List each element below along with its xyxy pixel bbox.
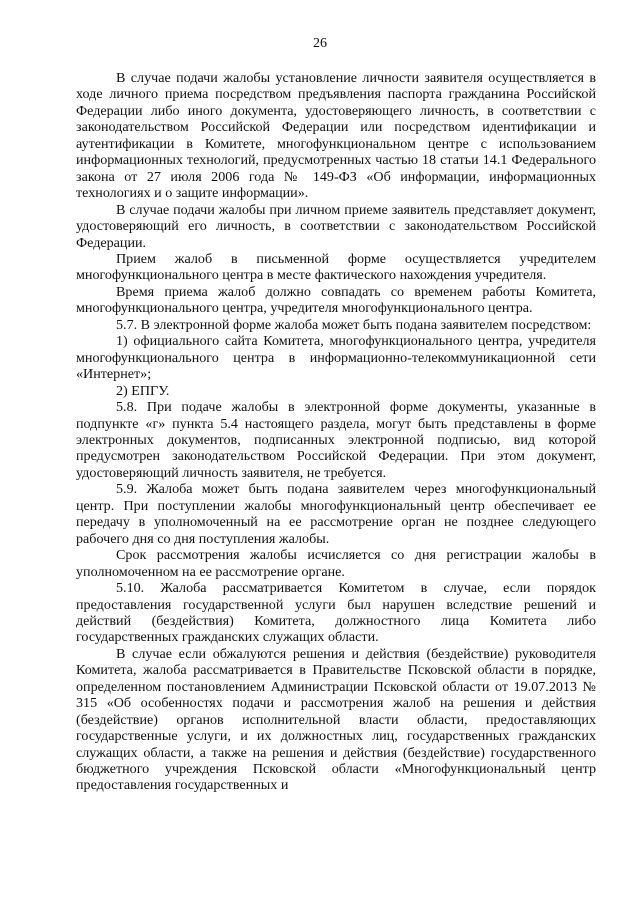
paragraph-identity-verification: В случае подачи жалобы установление личности заявителя осуществляется в ходе личного приема посредством предъявления паспорта гражданина Российской Федерации либо иного документа, удостоверяющего личность, в соответствии с законодательством Российской Федерации или посредством идентификации и аутентификации в Комитете, многофункциональном центре с использованием информационных технологий, предусмотренных частью 18 статьи 14.1 Федерального закона от 27 июля 2006 года № 149-ФЗ «Об информации, информационных технологиях и о защите информации». <box>76 70 596 202</box>
paragraph-5-8: 5.8. При подаче жалобы в электронной форме документы, указанные в подпункте «г» пункта 5.4 настоящего раздела, могут быть представлены в форме электронных документов, подписанных электронной подписью, вид которой предусмотрен законодательством Российской Федерации. При этом документ, удостоверяющий личность заявителя, не требуется. <box>76 399 596 481</box>
paragraph-review-term: Срок рассмотрения жалобы исчисляется со дня регистрации жалобы в уполномоченном на ее рассмотрение органе. <box>76 547 596 580</box>
paragraph-5-7-item-2: 2) ЕПГУ. <box>116 382 170 399</box>
paragraph-5-9: 5.9. Жалоба может быть подана заявителем через многофункциональный центр. При поступлении жалобы многофункциональный центр обеспечивает ее передачу в уполномоченный на ее рассмотрение орган не позднее следующего рабочего дня со дня поступления жалобы. <box>76 481 596 547</box>
paragraph-5-7-item-1: 1) официального сайта Комитета, многофункционального центра, учредителя многофункционального центра в информационно-телекоммуникационной сети «Интернет»; <box>76 333 596 383</box>
paragraph-written-complaints: Прием жалоб в письменной форме осуществляется учредителем многофункционального центра в месте фактического нахождения учредителя. <box>76 250 596 284</box>
document-body <box>76 70 596 794</box>
page-number: 26 <box>313 36 327 51</box>
paragraph-reception-hours: Время приема жалоб должно совпадать со временем работы Комитета, многофункционального центра, учредителя многофункционального центра. <box>76 283 596 317</box>
paragraph-personal-reception: В случае подачи жалобы при личном приеме заявитель представляет документ, удостоверяющий его личность, в соответствии с законодательством Российской Федерации. <box>76 201 596 251</box>
paragraph-5-7: 5.7. В электронной форме жалоба может быть подана заявителем посредством: <box>116 316 592 333</box>
paragraph-5-10: 5.10. Жалоба рассматривается Комитетом в случае, если порядок предоставления государственной услуги был нарушен вследствие решений и действий (бездействия) Комитета, должностного лица Комитета либо государственных гражданских служащих области. <box>76 580 596 646</box>
paragraph-head-appeal: В случае если обжалуются решения и действия (бездействие) руководителя Комитета, жалоба рассматривается в Правительстве Псковской области в порядке, определенном постановлением Администрации Псковской области от 19.07.2013 № 315 «Об особенностях подачи и рассмотрения жалоб на решения и действия (бездействие) органов исполнительной власти области, предоставляющих государственные услуги, и их должностных лиц, государственных гражданских служащих области, а также на решения и действия (бездействие) государственного бюджетного учреждения Псковской области «Многофункциональный центр предоставления государственных и <box>76 645 596 794</box>
